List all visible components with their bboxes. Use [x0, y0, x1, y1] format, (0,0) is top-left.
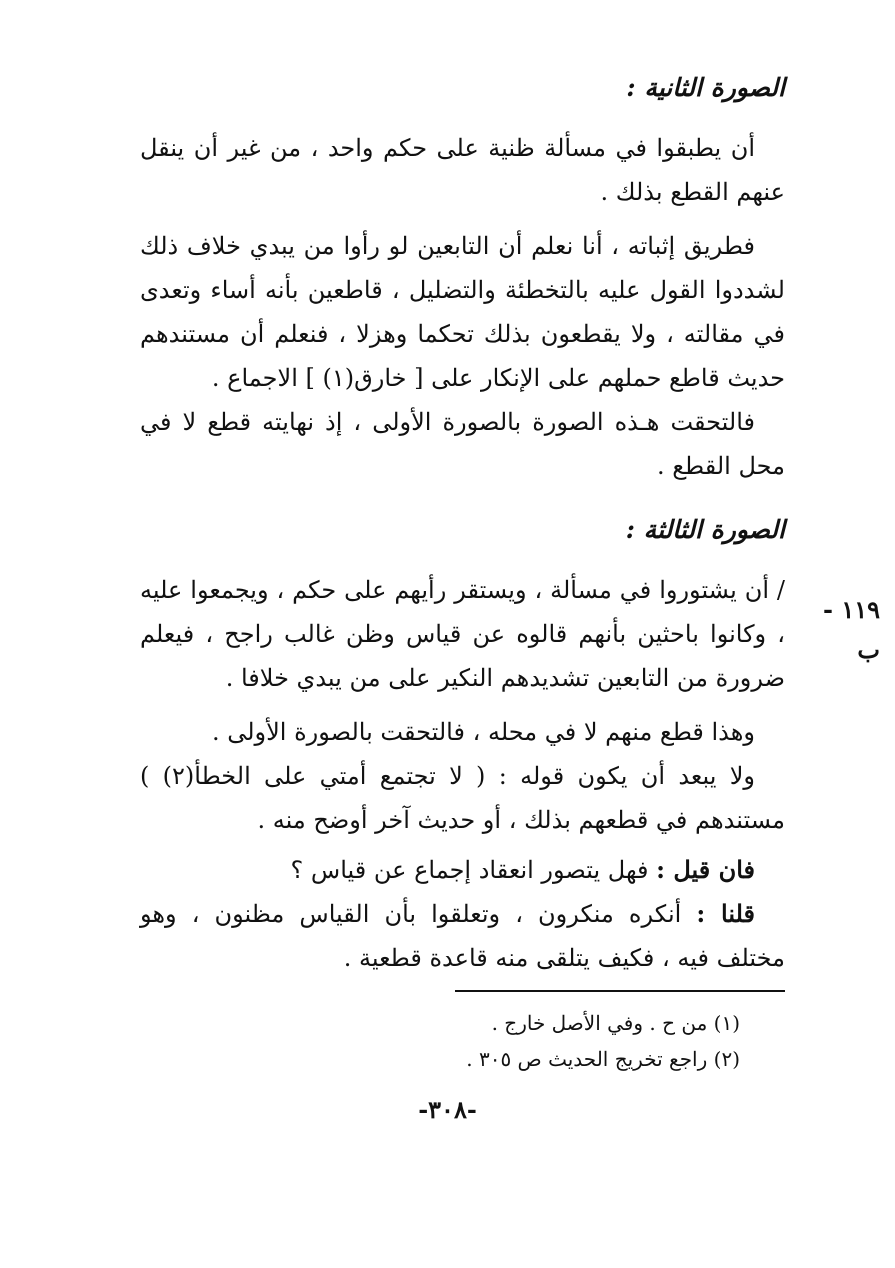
section-heading-third-form: الصورة الثالثة : — [625, 515, 785, 544]
question-label: فان قيل : — [656, 855, 755, 884]
paragraph: / أن يشتوروا في مسألة ، ويستقر رأيهم على حكم ، ويجمعوا عليه ، وكانوا باحثين بأنهم قالوه عن قياس وظن غالب راجح ، فيعلم ضرورة من التابعين تشديدهم النكير على من يبدي خلافا . — [140, 576, 785, 692]
paragraph: فالتحقت هـذه الصورة بالصورة الأولى ، إذ نهايته قطع لا في محل القطع . — [140, 408, 785, 480]
answer-paragraph — [140, 892, 785, 980]
page-number: -٣٠٨- — [418, 1095, 477, 1124]
footnote: (١) من ح . وفي الأصل خارج . — [491, 1011, 740, 1035]
paragraph: أن يطبقوا في مسألة ظنية على حكم واحد ، من غير أن ينقل عنهم القطع بذلك . — [140, 134, 785, 206]
margin-folio-note: ١١٩ - ب — [823, 595, 880, 664]
answer-label: قلنا : — [696, 899, 755, 928]
question-paragraph — [140, 848, 785, 892]
paragraph: فطريق إثباته ، أنا نعلم أن التابعين لو رأوا من يبدي خلاف ذلك لشددوا القول عليه بالتخطئة والتضليل ، قاطعين بأنه أساء وتعدى في مقالته ، ولا يقطعون بذلك تحكما وهزلا ، فنعلم أن مستندهم حديث قاطع حملهم على الإنكار على [ خارق(١) ] الاجماع . — [140, 232, 785, 392]
answer-text: أنكره منكرون ، وتعلقوا بأن القياس مظنون ، وهو مختلف فيه ، فكيف يتلقى منه قاعدة قطعية . — [140, 900, 785, 972]
section-body-third-form — [140, 568, 785, 980]
section-body-second-form — [140, 126, 785, 488]
footnotes — [380, 1005, 740, 1077]
paragraph: ولا يبعد أن يكون قوله : ( لا تجتمع أمتي على الخطأ(٢) ) مستندهم في قطعهم بذلك ، أو حديث آخر أوضح منه . — [140, 762, 785, 834]
paragraph: وهذا قطع منهم لا في محله ، فالتحقت بالصورة الأولى . — [211, 718, 755, 746]
footnote: (٢) راجع تخريج الحديث ص ٣٠٥ . — [466, 1047, 740, 1071]
section-heading-second-form: الصورة الثانية : — [626, 73, 785, 102]
footnote-divider — [455, 990, 785, 992]
question-text: فهل يتصور انعقاد إجماع عن قياس ؟ — [290, 856, 649, 884]
